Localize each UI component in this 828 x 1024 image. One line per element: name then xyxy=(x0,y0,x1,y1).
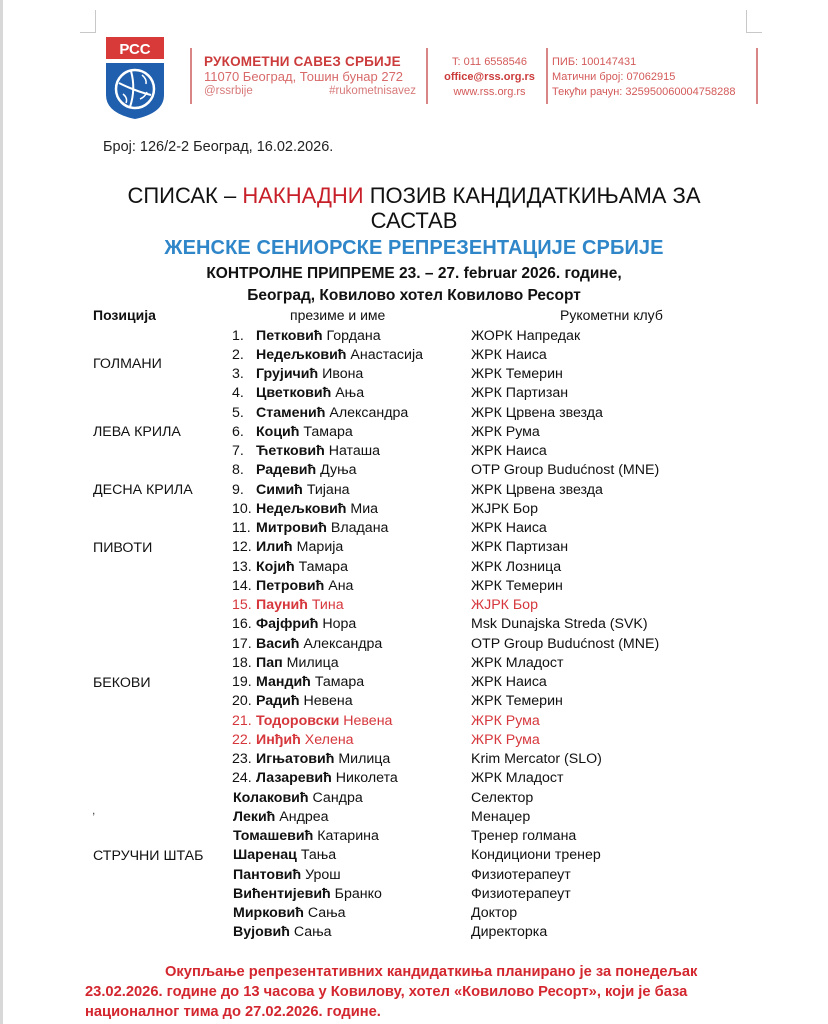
player-first-name: Гордана xyxy=(326,327,381,344)
gathering-notice: Окупљање репрезентативних кандидаткиња планирано је за понедељак 23.02.2026. године до 13 часова у Ковилову, хотел «Ковилово Ресорт», који је база националног тима до 27.02.2026. године. xyxy=(85,964,698,1020)
player-row xyxy=(0,538,828,557)
player-row xyxy=(0,654,828,673)
player-name xyxy=(256,596,344,615)
staff-role: Селектор xyxy=(471,789,534,806)
player-row xyxy=(0,461,828,480)
stray-mark: , xyxy=(92,803,96,817)
player-club: ЖЈРК Бор xyxy=(471,597,538,613)
player-first-name: Дуња xyxy=(320,462,357,479)
player-number: 14. xyxy=(232,577,252,594)
org-name: РУКОМЕТНИ САВЕЗ СРБИЈЕ xyxy=(204,54,401,69)
player-name xyxy=(256,365,363,384)
player-number: 21. xyxy=(232,712,252,729)
player-row xyxy=(0,596,828,615)
player-number: 4. xyxy=(232,385,244,402)
player-surname: Пап xyxy=(256,654,283,671)
player-name xyxy=(256,346,423,365)
player-surname: Пaунић xyxy=(256,597,308,613)
player-first-name: Невена xyxy=(343,712,393,729)
letterhead-divider xyxy=(756,48,758,104)
player-surname: Илић xyxy=(256,539,293,556)
player-row xyxy=(0,731,828,750)
player-number: 10. xyxy=(232,500,252,517)
player-club: ЖРК Младост xyxy=(471,770,564,787)
letterhead-org xyxy=(204,54,416,99)
group-label-right-wings: ДЕСНА КРИЛА xyxy=(93,482,193,498)
player-club: ЖРК Рума xyxy=(471,423,540,440)
title-part1: СПИСАК – xyxy=(127,183,243,208)
player-number: 11. xyxy=(232,520,251,536)
crop-mark-top-right xyxy=(746,10,762,33)
player-surname: Петровић xyxy=(256,577,325,594)
player-surname: Игњатовић xyxy=(256,751,335,767)
player-club: ЖРК Наиса xyxy=(471,346,547,363)
player-first-name: Марија xyxy=(296,539,344,556)
player-row xyxy=(0,769,828,788)
player-club: ЖРК Темерин xyxy=(471,693,563,710)
player-number: 20. xyxy=(232,693,252,710)
player-club: Msk Dunajska Streda (SVK) xyxy=(471,616,648,633)
player-club: ЖРК Наиса xyxy=(471,520,547,536)
player-first-name: Анастасија xyxy=(350,346,423,363)
staff-name xyxy=(233,846,336,865)
title-part2: ПОЗИВ КАНДИДАТКИЊАМА ЗА xyxy=(363,183,701,208)
group-label-staff: СТРУЧНИ ШТАБ xyxy=(93,848,204,864)
player-surname: Тодоровски xyxy=(256,712,340,729)
player-first-name: Ана xyxy=(328,577,354,594)
player-surname: Цветковић xyxy=(256,385,332,402)
player-surname: Фајфрић xyxy=(256,616,319,633)
staff-name xyxy=(233,789,363,808)
staff-first-name: Сања xyxy=(307,905,346,921)
player-first-name: Тијана xyxy=(306,481,350,498)
player-name xyxy=(256,712,392,731)
player-name xyxy=(256,673,364,692)
website-link[interactable]: www.rss.org.rs xyxy=(453,86,526,98)
player-club: ЖРК Партизан xyxy=(471,385,569,402)
rss-logo-icon xyxy=(106,37,164,119)
player-name xyxy=(256,731,354,750)
staff-first-name: Сања xyxy=(293,924,332,941)
staff-role: Менаџер xyxy=(471,808,531,825)
player-name xyxy=(256,558,348,577)
player-name xyxy=(256,442,380,461)
player-name xyxy=(256,615,356,634)
staff-surname: Лекић xyxy=(233,808,276,825)
player-club: ЖРК Темерин xyxy=(471,366,563,382)
header-name: презиме и име xyxy=(290,307,386,323)
email-link[interactable]: office@rss.org.rs xyxy=(444,71,535,83)
group-label-goalkeepers: ГОЛМАНИ xyxy=(93,356,162,372)
staff-surname: Мирковић xyxy=(233,905,304,921)
staff-name xyxy=(233,808,329,827)
letterhead-divider xyxy=(190,48,192,104)
player-name xyxy=(256,384,364,403)
player-first-name: Ања xyxy=(335,385,365,402)
player-row xyxy=(0,615,828,634)
player-number: 8. xyxy=(232,462,244,479)
header-position: Позиција xyxy=(93,307,156,323)
bank-account: Текући рачун: 325950060004758288 xyxy=(552,86,736,98)
player-first-name: Миа xyxy=(350,500,379,517)
staff-row xyxy=(0,808,828,827)
player-club: OTP Group Budućnost (MNE) xyxy=(471,635,660,652)
group-label-pivots: ПИВОТИ xyxy=(93,540,153,556)
player-club: OTP Group Budućnost (MNE) xyxy=(471,462,660,479)
player-row xyxy=(0,519,828,538)
social-handle[interactable]: @rssrbije xyxy=(204,85,253,97)
player-surname: Недељковић xyxy=(256,500,347,517)
document-reference: Број: 126/2-2 Београд, 16.02.2026. xyxy=(103,139,334,155)
player-surname: Ћетковић xyxy=(256,443,325,459)
player-first-name: Тина xyxy=(311,597,344,613)
camp-dates: КОНТРОЛНЕ ПРИПРЕМЕ 23. – 27. februar 2026. године, xyxy=(206,265,622,282)
player-first-name: Тамара xyxy=(298,558,348,575)
player-club: ЖРК Темерин xyxy=(471,577,563,594)
letterhead-contact xyxy=(437,55,542,100)
player-name xyxy=(256,577,353,596)
player-first-name: Милица xyxy=(338,751,391,767)
player-row xyxy=(0,712,828,731)
player-club: ЖРК Наиса xyxy=(471,443,547,459)
player-name xyxy=(256,654,339,673)
player-row xyxy=(0,750,828,769)
player-name xyxy=(256,750,390,769)
player-number: 23. xyxy=(232,751,252,767)
player-number: 9. xyxy=(232,481,244,498)
staff-row xyxy=(0,904,828,923)
player-number: 17. xyxy=(232,635,252,652)
staff-surname: Вићентијевић xyxy=(233,885,331,902)
player-surname: Симић xyxy=(256,481,303,498)
player-club: ЖРК Рума xyxy=(471,731,540,748)
staff-row xyxy=(0,846,828,865)
player-surname: Недељковић xyxy=(256,346,347,363)
player-first-name: Александра xyxy=(329,404,409,421)
player-row xyxy=(0,365,828,384)
staff-name xyxy=(233,904,346,923)
staff-name xyxy=(233,866,341,885)
player-name xyxy=(256,481,350,500)
player-surname: Радић xyxy=(256,693,300,710)
player-row xyxy=(0,635,828,654)
hashtag[interactable]: #rukometnisavez xyxy=(329,85,416,97)
player-row xyxy=(0,577,828,596)
player-number: 24. xyxy=(232,770,252,787)
document-title xyxy=(0,183,828,233)
player-number: 22. xyxy=(232,731,252,748)
player-number: 15. xyxy=(232,597,252,613)
player-surname: Инђић xyxy=(256,731,301,748)
player-club: ЖРК Партизан xyxy=(471,539,569,556)
player-number: 13. xyxy=(232,558,252,575)
player-club: ЖРК Лозница xyxy=(471,558,562,575)
player-club: ЖРК Младост xyxy=(471,654,564,671)
pib: ПИБ: 100147431 xyxy=(552,56,637,68)
staff-name xyxy=(233,827,379,846)
registry-number: Матични број: 07062915 xyxy=(552,71,676,83)
player-surname: Митровић xyxy=(256,520,327,536)
staff-row xyxy=(0,923,828,942)
player-name xyxy=(256,519,388,538)
player-first-name: Милица xyxy=(286,654,339,671)
player-number: 18. xyxy=(232,654,252,671)
player-number: 19. xyxy=(232,674,252,690)
player-first-name: Невена xyxy=(303,693,353,710)
player-row xyxy=(0,423,828,442)
player-row xyxy=(0,404,828,423)
group-label-backs: БЕКОВИ xyxy=(93,675,151,691)
player-surname: Стаменић xyxy=(256,404,326,421)
staff-surname: Шаренац xyxy=(233,847,297,864)
player-club: ЖРК Рума xyxy=(471,712,540,729)
player-name xyxy=(256,635,382,654)
staff-first-name: Катарина xyxy=(317,828,379,844)
player-number: 6. xyxy=(232,423,244,440)
player-surname: Грујичић xyxy=(256,366,319,382)
letterhead-divider xyxy=(546,48,548,104)
player-club: ЖРК Црвена звезда xyxy=(471,481,603,498)
letterhead-divider xyxy=(426,48,428,104)
player-row xyxy=(0,481,828,500)
staff-surname: Пантовић xyxy=(233,866,302,883)
player-row xyxy=(0,673,828,692)
staff-row xyxy=(0,885,828,904)
player-row xyxy=(0,692,828,711)
player-first-name: Николета xyxy=(335,770,398,787)
player-row xyxy=(0,442,828,461)
staff-first-name: Сандра xyxy=(312,789,363,806)
player-name xyxy=(256,500,378,519)
staff-role: Тренер голмана xyxy=(471,828,577,844)
player-surname: Васић xyxy=(256,635,300,652)
header-club: Рукометни клуб xyxy=(560,307,663,323)
staff-name xyxy=(233,885,382,904)
player-name xyxy=(256,327,381,346)
player-club: ЖРК Наиса xyxy=(471,674,547,690)
title-line2: САСТАВ xyxy=(370,208,458,233)
player-surname: Радевић xyxy=(256,462,317,479)
staff-surname: Вујовић xyxy=(233,924,290,941)
player-first-name: Владана xyxy=(330,520,389,536)
staff-first-name: Бранко xyxy=(334,885,382,902)
player-row xyxy=(0,327,828,346)
player-number: 1. xyxy=(232,327,244,344)
staff-row xyxy=(0,866,828,885)
player-number: 12. xyxy=(232,539,252,556)
staff-surname: Томашевић xyxy=(233,828,314,844)
player-number: 16. xyxy=(232,616,252,633)
staff-first-name: Урош xyxy=(305,866,341,883)
player-name xyxy=(256,461,357,480)
org-address: 11070 Београд, Тошин бунар 272 xyxy=(204,69,404,84)
team-title: ЖЕНСКЕ СЕНИОРСКЕ РЕПРЕЗЕНТАЦИЈЕ СРБИЈЕ xyxy=(164,237,664,259)
player-first-name: Тамара xyxy=(303,423,353,440)
group-label-left-wings: ЛЕВА КРИЛА xyxy=(93,424,181,440)
player-surname: Мандић xyxy=(256,674,311,690)
camp-location: Београд, Ковилово хотел Ковилово Ресорт xyxy=(247,287,581,304)
player-club: ЖОРК Напредак xyxy=(471,327,581,344)
phone: T: 011 6558546 xyxy=(451,56,528,68)
player-surname: Лазаревић xyxy=(256,770,332,787)
player-name xyxy=(256,769,398,788)
player-first-name: Наташа xyxy=(328,443,381,459)
staff-role: Директорка xyxy=(471,924,548,941)
title-highlight: НАКНАДНИ xyxy=(242,183,364,208)
player-name xyxy=(256,538,343,557)
player-club: Krim Mercator (SLO) xyxy=(471,751,602,767)
player-name xyxy=(256,423,353,442)
staff-role: Кондициони тренер xyxy=(471,847,601,864)
player-first-name: Нора xyxy=(322,616,357,633)
player-number: 5. xyxy=(232,404,244,421)
player-surname: Петковић xyxy=(256,327,323,344)
logo-text: РСС xyxy=(119,41,151,58)
letterhead-ids xyxy=(552,55,736,100)
player-club: ЖРК Црвена звезда xyxy=(471,404,603,421)
staff-role: Доктор xyxy=(471,905,518,921)
org-social xyxy=(204,84,416,99)
player-first-name: Ивона xyxy=(322,366,364,382)
staff-row xyxy=(0,789,828,808)
staff-role: Физиотерапеут xyxy=(471,866,571,883)
player-first-name: Хелена xyxy=(304,731,354,748)
player-name xyxy=(256,692,353,711)
staff-row xyxy=(0,827,828,846)
staff-first-name: Андреа xyxy=(279,808,329,825)
player-name xyxy=(256,404,408,423)
player-surname: Којић xyxy=(256,558,295,575)
player-row xyxy=(0,500,828,519)
player-number: 3. xyxy=(232,366,244,382)
player-first-name: Александра xyxy=(303,635,383,652)
player-first-name: Тамара xyxy=(314,674,365,690)
player-club: ЖЈРК Бор xyxy=(471,500,538,517)
player-number: 7. xyxy=(232,443,244,459)
player-number: 2. xyxy=(232,346,244,363)
player-row xyxy=(0,558,828,577)
player-row xyxy=(0,346,828,365)
staff-first-name: Тања xyxy=(300,847,337,864)
crop-mark-top-left xyxy=(80,10,96,33)
player-surname: Коцић xyxy=(256,423,300,440)
staff-role: Физиотерапеут xyxy=(471,885,571,902)
staff-name xyxy=(233,923,332,942)
player-row xyxy=(0,384,828,403)
staff-surname: Колаковић xyxy=(233,789,309,806)
